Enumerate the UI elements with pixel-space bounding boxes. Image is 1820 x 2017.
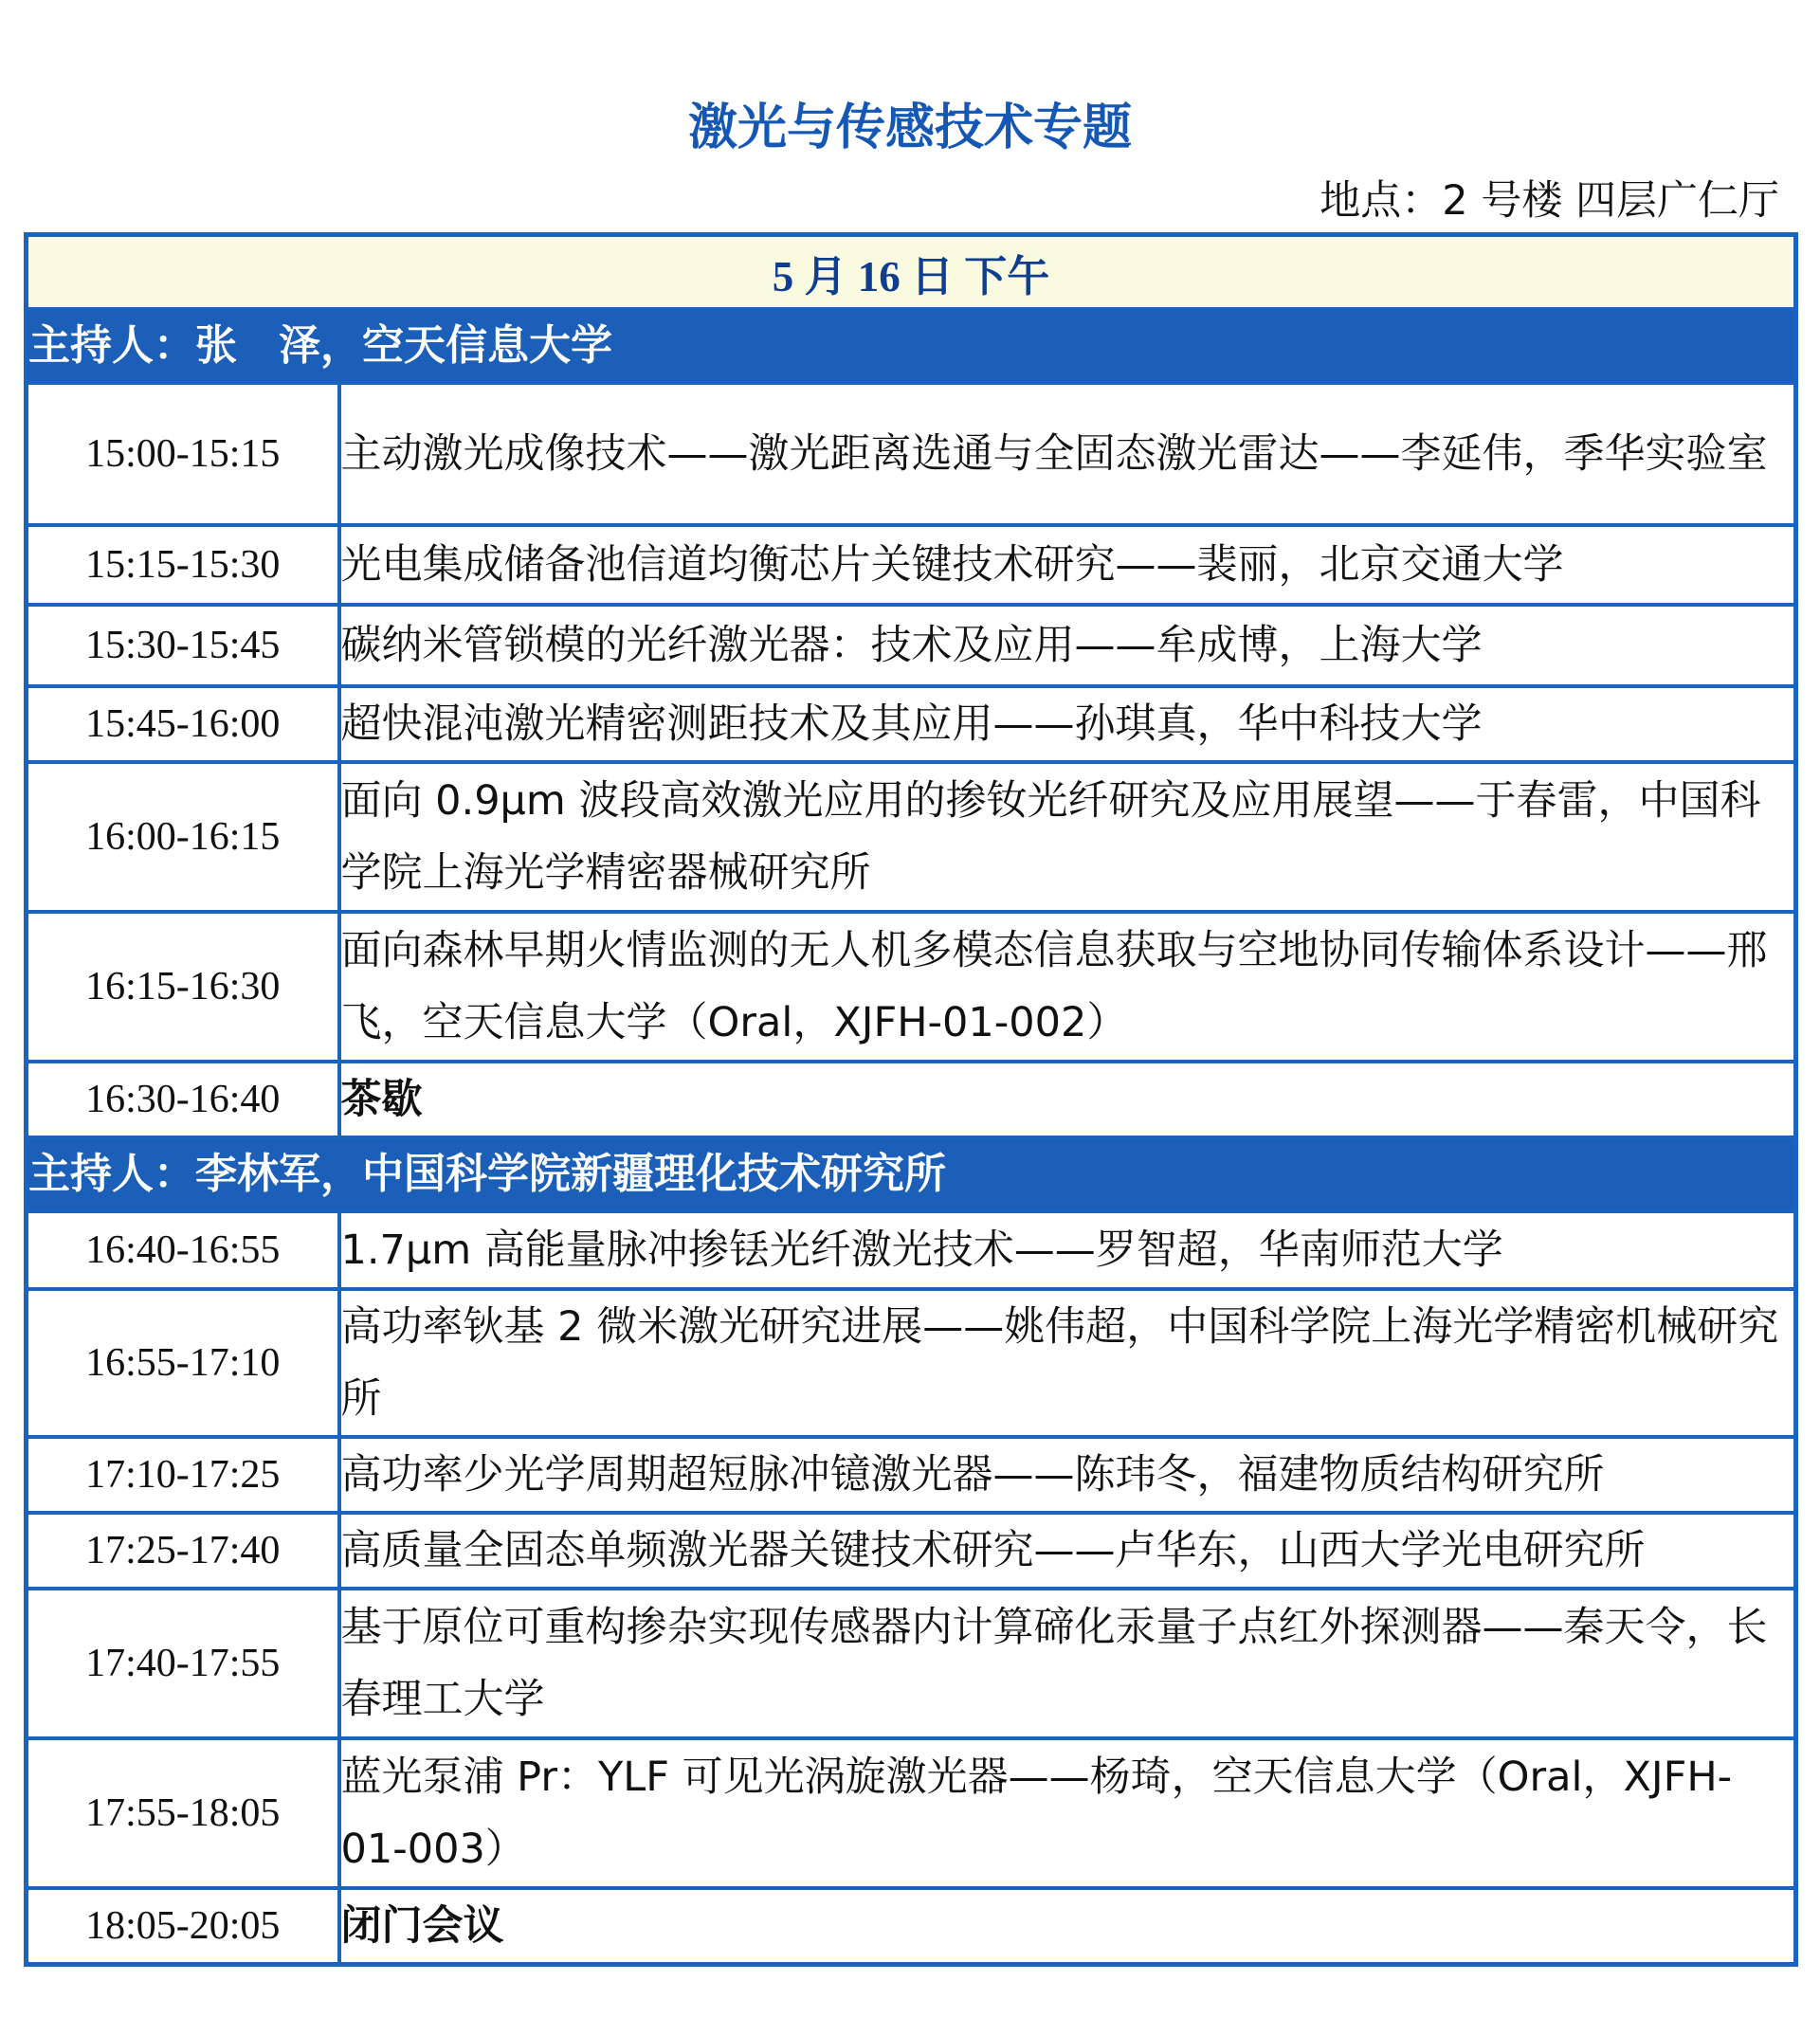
schedule-row <box>27 1738 1796 1888</box>
time-slot: 16:30-16:40 <box>27 1062 339 1137</box>
schedule-row <box>27 686 1796 762</box>
session-chair: 主持人：李林军，中国科学院新疆理化技术研究所 <box>27 1137 1796 1211</box>
talk-title: 高功率少光学周期超短脉冲镱激光器——陈玮冬，福建物质结构研究所 <box>339 1437 1796 1513</box>
time-slot: 15:15-15:30 <box>27 525 339 605</box>
time-slot: 16:15-16:30 <box>27 912 339 1062</box>
chair-row <box>27 309 1796 383</box>
time-slot: 15:00-15:15 <box>27 383 339 525</box>
time-slot: 18:05-20:05 <box>27 1888 339 1965</box>
schedule-row <box>27 1513 1796 1589</box>
talk-title: 高功率钬基 2 微米激光研究进展——姚伟超，中国科学院上海光学精密机械研究所 <box>339 1289 1796 1437</box>
page-title: 激光与传感技术专题 <box>687 100 1132 156</box>
talk-title: 超快混沌激光精密测距技术及其应用——孙琪真，华中科技大学 <box>339 686 1796 762</box>
time-slot: 17:25-17:40 <box>27 1513 339 1589</box>
time-slot: 15:30-15:45 <box>27 605 339 686</box>
time-slot: 16:40-16:55 <box>27 1211 339 1289</box>
schedule-row <box>27 912 1796 1062</box>
time-slot: 16:00-16:15 <box>27 762 339 912</box>
schedule-row <box>27 605 1796 686</box>
talk-title: 光电集成储备池信道均衡芯片关键技术研究——裴丽，北京交通大学 <box>339 525 1796 605</box>
chair-row <box>27 1137 1796 1211</box>
time-slot: 15:45-16:00 <box>27 686 339 762</box>
break-label: 闭门会议 <box>339 1888 1796 1965</box>
talk-title: 面向 0.9μm 波段高效激光应用的掺钕光纤研究及应用展望——于春雷，中国科学院上海光学精密器械研究所 <box>339 762 1796 912</box>
break-label: 茶歇 <box>339 1062 1796 1137</box>
schedule-row <box>27 525 1796 605</box>
time-slot: 17:55-18:05 <box>27 1738 339 1888</box>
schedule-row <box>27 1211 1796 1289</box>
talk-title: 高质量全固态单频激光器关键技术研究——卢华东，山西大学光电研究所 <box>339 1513 1796 1589</box>
talk-title: 蓝光泵浦 Pr：YLF 可见光涡旋激光器——杨琦，空天信息大学（Oral，XJFH-01-003） <box>339 1738 1796 1888</box>
talk-title: 碳纳米管锁模的光纤激光器：技术及应用——牟成博，上海大学 <box>339 605 1796 686</box>
schedule-row <box>27 1062 1796 1137</box>
session-chair: 主持人：张 泽，空天信息大学 <box>27 309 1796 383</box>
schedule-row <box>27 1589 1796 1738</box>
schedule-row <box>27 1289 1796 1437</box>
talk-title: 主动激光成像技术——激光距离选通与全固态激光雷达——李延伟，季华实验室 <box>339 383 1796 525</box>
schedule-body <box>27 235 1796 1965</box>
schedule-row <box>27 383 1796 525</box>
schedule-row <box>27 762 1796 912</box>
venue-location: 地点：2 号楼 四层广仁厅 <box>1320 177 1779 225</box>
date-header: 5 月 16 日 下午 <box>27 235 1796 310</box>
schedule-table <box>24 232 1798 1967</box>
talk-title: 面向森林早期火情监测的无人机多模态信息获取与空地协同传输体系设计——邢飞，空天信息大学（Oral，XJFH-01-002） <box>339 912 1796 1062</box>
talk-title: 基于原位可重构掺杂实现传感器内计算碲化汞量子点红外探测器——秦天令，长春理工大学 <box>339 1589 1796 1738</box>
time-slot: 17:40-17:55 <box>27 1589 339 1738</box>
schedule-row <box>27 1437 1796 1513</box>
time-slot: 17:10-17:25 <box>27 1437 339 1513</box>
date-row <box>27 235 1796 310</box>
time-slot: 16:55-17:10 <box>27 1289 339 1437</box>
schedule-row <box>27 1888 1796 1965</box>
talk-title: 1.7μm 高能量脉冲掺铥光纤激光技术——罗智超，华南师范大学 <box>339 1211 1796 1289</box>
